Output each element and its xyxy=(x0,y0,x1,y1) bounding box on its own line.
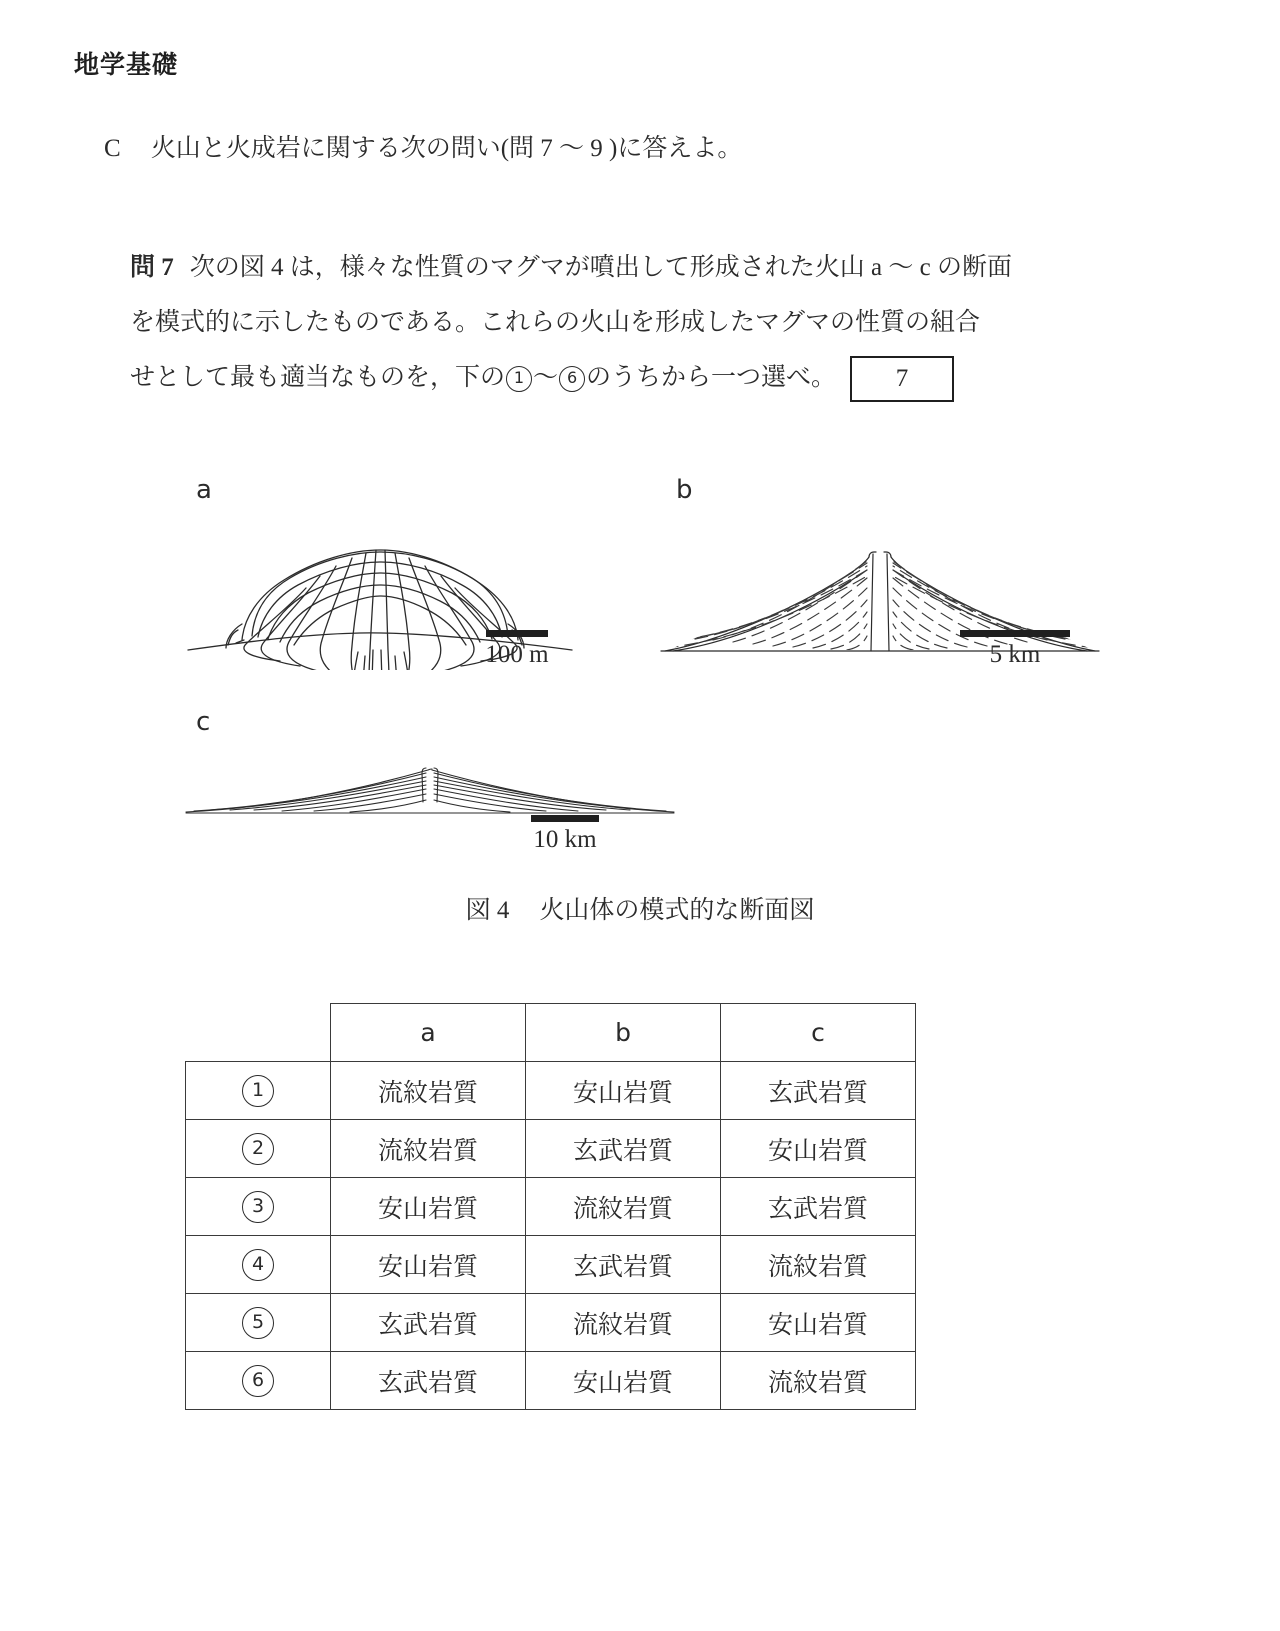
question-line-2 xyxy=(130,295,1150,350)
option-number-cell[interactable] xyxy=(186,1236,331,1294)
scale-bar-b xyxy=(945,630,1085,669)
scale-label-b: 5 km xyxy=(989,641,1041,668)
option-number-cell[interactable] xyxy=(186,1178,331,1236)
option-number-cell[interactable] xyxy=(186,1062,331,1120)
option-cell-a: 玄武岩質 xyxy=(331,1294,526,1352)
scale-label-c: 10 km xyxy=(533,826,597,853)
option-number: 6 xyxy=(242,1365,274,1397)
section-letter: C xyxy=(104,135,121,162)
table-row[interactable] xyxy=(186,1294,916,1352)
option-number: 5 xyxy=(242,1307,274,1339)
option-number: 2 xyxy=(242,1133,274,1165)
question-line-1-text: 次の図 4 は，様々な性質のマグマが噴出して形成された火山 a ～ c の断面 xyxy=(189,254,1012,281)
option-number-cell[interactable] xyxy=(186,1294,331,1352)
question-line-2-text: を模式的に示したものである。これらの火山を形成したマグマの性質の組合 xyxy=(130,309,981,336)
option-cell-c: 玄武岩質 xyxy=(721,1062,916,1120)
question-line-3 xyxy=(130,350,1150,405)
table-row[interactable] xyxy=(186,1062,916,1120)
option-cell-c: 流紋岩質 xyxy=(721,1236,916,1294)
scale-bar-line-a xyxy=(486,630,548,637)
option-cell-b: 流紋岩質 xyxy=(526,1178,721,1236)
option-number-cell[interactable] xyxy=(186,1352,331,1410)
table-row[interactable] xyxy=(186,1352,916,1410)
option-cell-b: 流紋岩質 xyxy=(526,1294,721,1352)
option-cell-b: 安山岩質 xyxy=(526,1352,721,1410)
panel-label-b: b xyxy=(676,475,693,505)
option-cell-a: 玄武岩質 xyxy=(331,1352,526,1410)
panel-label-c: c xyxy=(196,707,211,737)
question-block xyxy=(130,240,1150,405)
column-header-c: c xyxy=(721,1004,916,1062)
table-row[interactable] xyxy=(186,1120,916,1178)
option-number: 1 xyxy=(242,1075,274,1107)
option-cell-a: 安山岩質 xyxy=(331,1236,526,1294)
table-row[interactable] xyxy=(186,1178,916,1236)
scale-label-a: 100 m xyxy=(485,641,549,668)
page-title: 地学基礎 xyxy=(74,50,179,79)
table-corner-cell xyxy=(186,1004,331,1062)
option-range-separator: ～ xyxy=(533,364,559,391)
option-cell-a: 流紋岩質 xyxy=(331,1120,526,1178)
column-header-b: b xyxy=(526,1004,721,1062)
table-header-row xyxy=(186,1004,916,1062)
option-cell-c: 安山岩質 xyxy=(721,1294,916,1352)
question-line-3-text-b: のうちから一つ選べ。 xyxy=(586,364,837,391)
option-cell-c: 安山岩質 xyxy=(721,1120,916,1178)
option-cell-c: 流紋岩質 xyxy=(721,1352,916,1410)
options-table-wrapper xyxy=(185,1003,915,1410)
options-table xyxy=(185,1003,916,1410)
scale-bar-c xyxy=(490,815,640,854)
question-line-1 xyxy=(130,240,1150,295)
option-cell-b: 玄武岩質 xyxy=(526,1236,721,1294)
option-circle-first: 1 xyxy=(506,366,532,392)
section-text: 火山と火成岩に関する次の問い(問 7 ～ 9 )に答えよ。 xyxy=(150,135,743,162)
section-heading xyxy=(104,128,742,164)
option-number: 3 xyxy=(242,1191,274,1223)
option-circle-last: 6 xyxy=(559,366,585,392)
scale-bar-line-b xyxy=(960,630,1070,637)
question-label: 問 7 xyxy=(130,254,174,281)
panel-label-a: a xyxy=(196,475,212,505)
question-line-3-text-a: せとして最も適当なものを，下の xyxy=(130,364,506,391)
option-number-cell[interactable] xyxy=(186,1120,331,1178)
figure-caption xyxy=(0,890,1280,926)
option-cell-a: 安山岩質 xyxy=(331,1178,526,1236)
scale-bar-a xyxy=(452,630,582,669)
option-number: 4 xyxy=(242,1249,274,1281)
option-cell-c: 玄武岩質 xyxy=(721,1178,916,1236)
option-cell-a: 流紋岩質 xyxy=(331,1062,526,1120)
figure-caption-number: 図 4 xyxy=(465,897,510,924)
answer-box[interactable]: 7 xyxy=(850,356,954,402)
figure-caption-text: 火山体の模式的な断面図 xyxy=(539,897,815,924)
option-cell-b: 玄武岩質 xyxy=(526,1120,721,1178)
table-row[interactable] xyxy=(186,1236,916,1294)
options-table-body xyxy=(186,1062,916,1410)
column-header-a: a xyxy=(331,1004,526,1062)
option-cell-b: 安山岩質 xyxy=(526,1062,721,1120)
figure-4 xyxy=(0,455,1280,935)
scale-bar-line-c xyxy=(531,815,599,822)
